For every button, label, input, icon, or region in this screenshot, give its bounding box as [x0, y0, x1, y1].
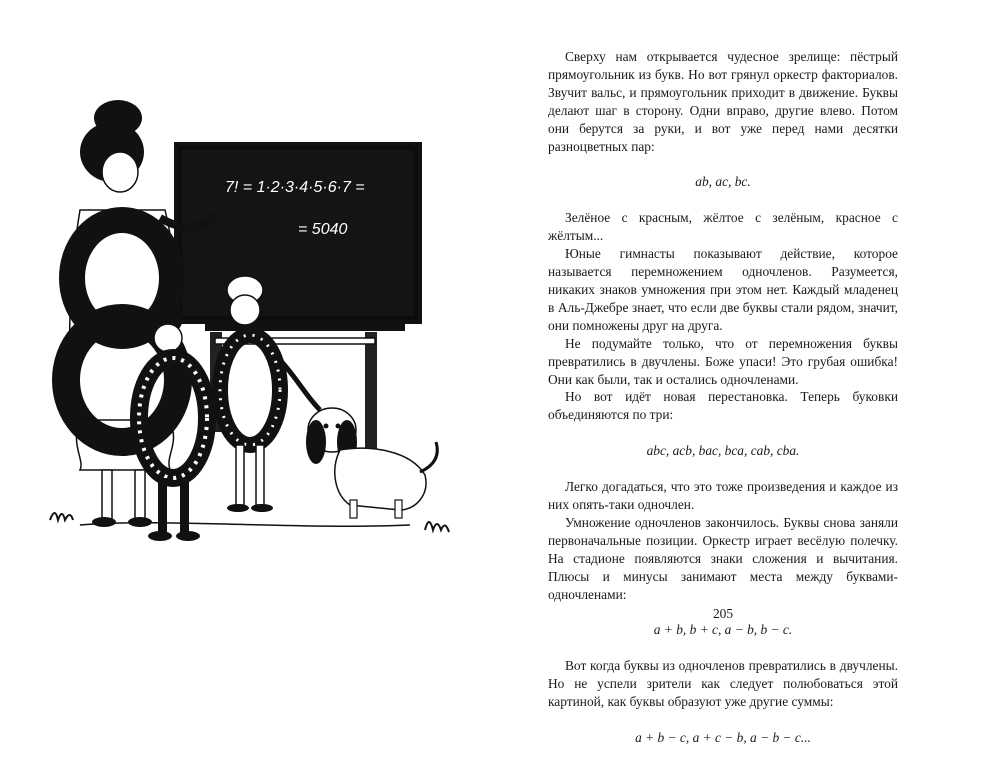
formula: a + b, b + c, a − b, b − c.: [653, 622, 793, 638]
grass-left: [50, 513, 73, 520]
formula: ab, ac, bc.: [695, 174, 751, 190]
paragraph: Вот когда буквы из одночленов превратились в двучлены. Но не успели зрители как следует полюбоваться этой картиной, как буквы образуют уже другие суммы:: [548, 658, 898, 710]
paragraph: Не подумайте только, что от перемножения буквы превратились в двучлены. Боже упаси! Это грубая ошибка! Они как были, так и остались одночленами.: [548, 335, 898, 387]
paragraph: Умножение одночленов закончилось. Буквы снова заняли первоначальные позиции. Оркестр играет весёлую полечку. На стадионе появляются знаки сложения и вычитания. Плюсы и минусы занимают места между буквами-одночленами:: [548, 514, 898, 602]
paragraph: Легко догадаться, что это тоже произведения и каждое из них опять-таки одночлен.: [548, 479, 898, 513]
formula: a + b − c, a + c − b, a − b − c...: [635, 730, 811, 746]
paragraph: Юные гимнасты показывают действие, которое называется перемножением одночленов. Разумеется, никаких знаков умножения при этом нет. Каждый младенец в Аль-Джебре знает, что если две буквы стали рядом, значит, они помножены друг на друга.: [548, 246, 898, 333]
chalkboard: [176, 144, 420, 322]
paragraph: Но вот идёт новая перестановка. Теперь буковки объединяются по три:: [548, 389, 898, 423]
illustration: [40, 100, 470, 560]
grass-right: [425, 522, 449, 532]
text-page: [548, 48, 898, 765]
paragraph: Зелёное с красным, жёлтое с зелёным, красное с жёлтым...: [548, 210, 898, 244]
board-line2: = 5040: [298, 221, 348, 238]
page-number: 205: [712, 606, 734, 621]
board-line1: 7! = 1·2·3·4·5·6·7 =: [225, 179, 365, 196]
paragraph: Сверху нам открывается чудесное зрелище: пёстрый прямоугольник из букв. Но вот грянул оркестр факториалов. Звучит вальс, и прямоугольник приходит в движение. Буквы делают шаг в сторону. Одни вправо, другие влево. Потом они берутся за руки, и вот уже перед нами десятки разноцветных пар:: [548, 49, 898, 154]
formula: abc, acb, bac, bca, cab, cba.: [646, 443, 800, 459]
